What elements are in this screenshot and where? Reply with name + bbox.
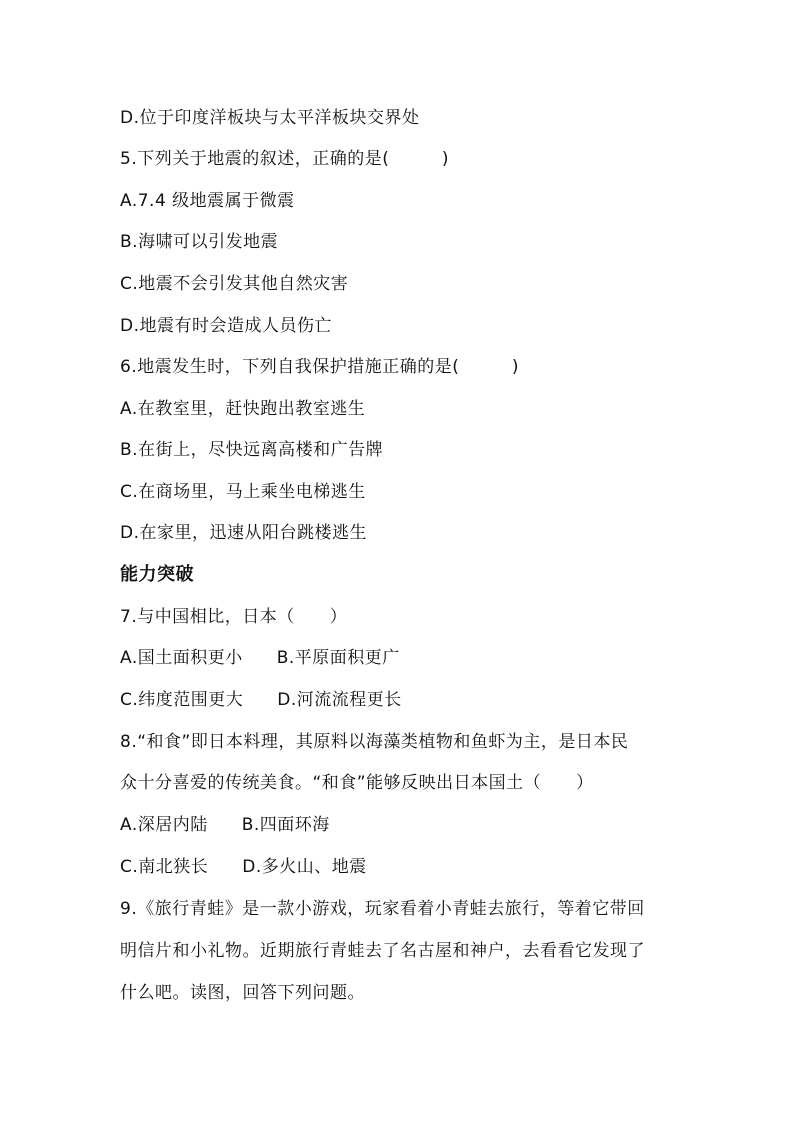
- q5-option-c: C.地震不会引发其他自然灾害: [120, 274, 349, 294]
- q7-options-row2: [120, 689, 402, 711]
- q5-option-d: D.地震有时会造成人员伤亡: [120, 316, 332, 336]
- question-9-line2: 明信片和小礼物。近期旅行青蛙去了名古屋和神户，去看看它发现了: [120, 941, 645, 961]
- q7-option-c: C.纬度范围更大: [120, 690, 244, 710]
- q7-option-a: A.国土面积更小: [120, 648, 243, 668]
- q8-options-row2: [120, 856, 367, 878]
- question-9-line1: 9.《旅行青蛙》是一款小游戏，玩家看着小青蛙去旅行，等着它带回: [120, 899, 645, 919]
- q8-option-d: D.多火山、地震: [242, 857, 367, 877]
- q5-option-a: A.7.4 级地震属于微震: [120, 191, 295, 211]
- q5-option-b: B.海啸可以引发地震: [120, 232, 279, 252]
- q8-option-c: C.南北狭长: [120, 857, 209, 877]
- question-6: 6.地震发生时，下列自我保护措施正确的是( ): [120, 357, 519, 377]
- q7-options-row1: [120, 647, 400, 669]
- q8-option-b: B.四面环海: [241, 815, 330, 835]
- q7-option-b: B.平原面积更广: [276, 648, 400, 668]
- q8-option-a: A.深居内陆: [120, 815, 208, 835]
- q6-option-b: B.在街上，尽快远离高楼和广告牌: [120, 440, 384, 460]
- q6-option-d: D.在家里，迅速从阳台跳楼逃生: [120, 523, 367, 543]
- question-9-line3: 什么吧。读图，回答下列问题。: [120, 983, 365, 1003]
- question-8-line2: 众十分喜爱的传统美食。“和食”能够反映出日本国土（ ）: [120, 773, 594, 793]
- q8-options-row1: [120, 814, 330, 836]
- question-8-line1: 8.“和食”即日本料理，其原料以海藻类植物和鱼虾为主，是日本民: [120, 732, 629, 752]
- q7-option-d: D.河流流程更长: [277, 690, 402, 710]
- q6-option-c: C.在商场里，马上乘坐电梯逃生: [120, 482, 366, 502]
- q4-option-d: D.位于印度洋板块与太平洋板块交界处: [120, 108, 420, 128]
- section-title: 能力突破: [120, 564, 194, 585]
- q6-option-a: A.在教室里，赶快跑出教室逃生: [120, 399, 366, 419]
- question-7: 7.与中国相比，日本（ ）: [120, 607, 348, 627]
- question-5: 5.下列关于地震的叙述，正确的是( ): [120, 149, 449, 169]
